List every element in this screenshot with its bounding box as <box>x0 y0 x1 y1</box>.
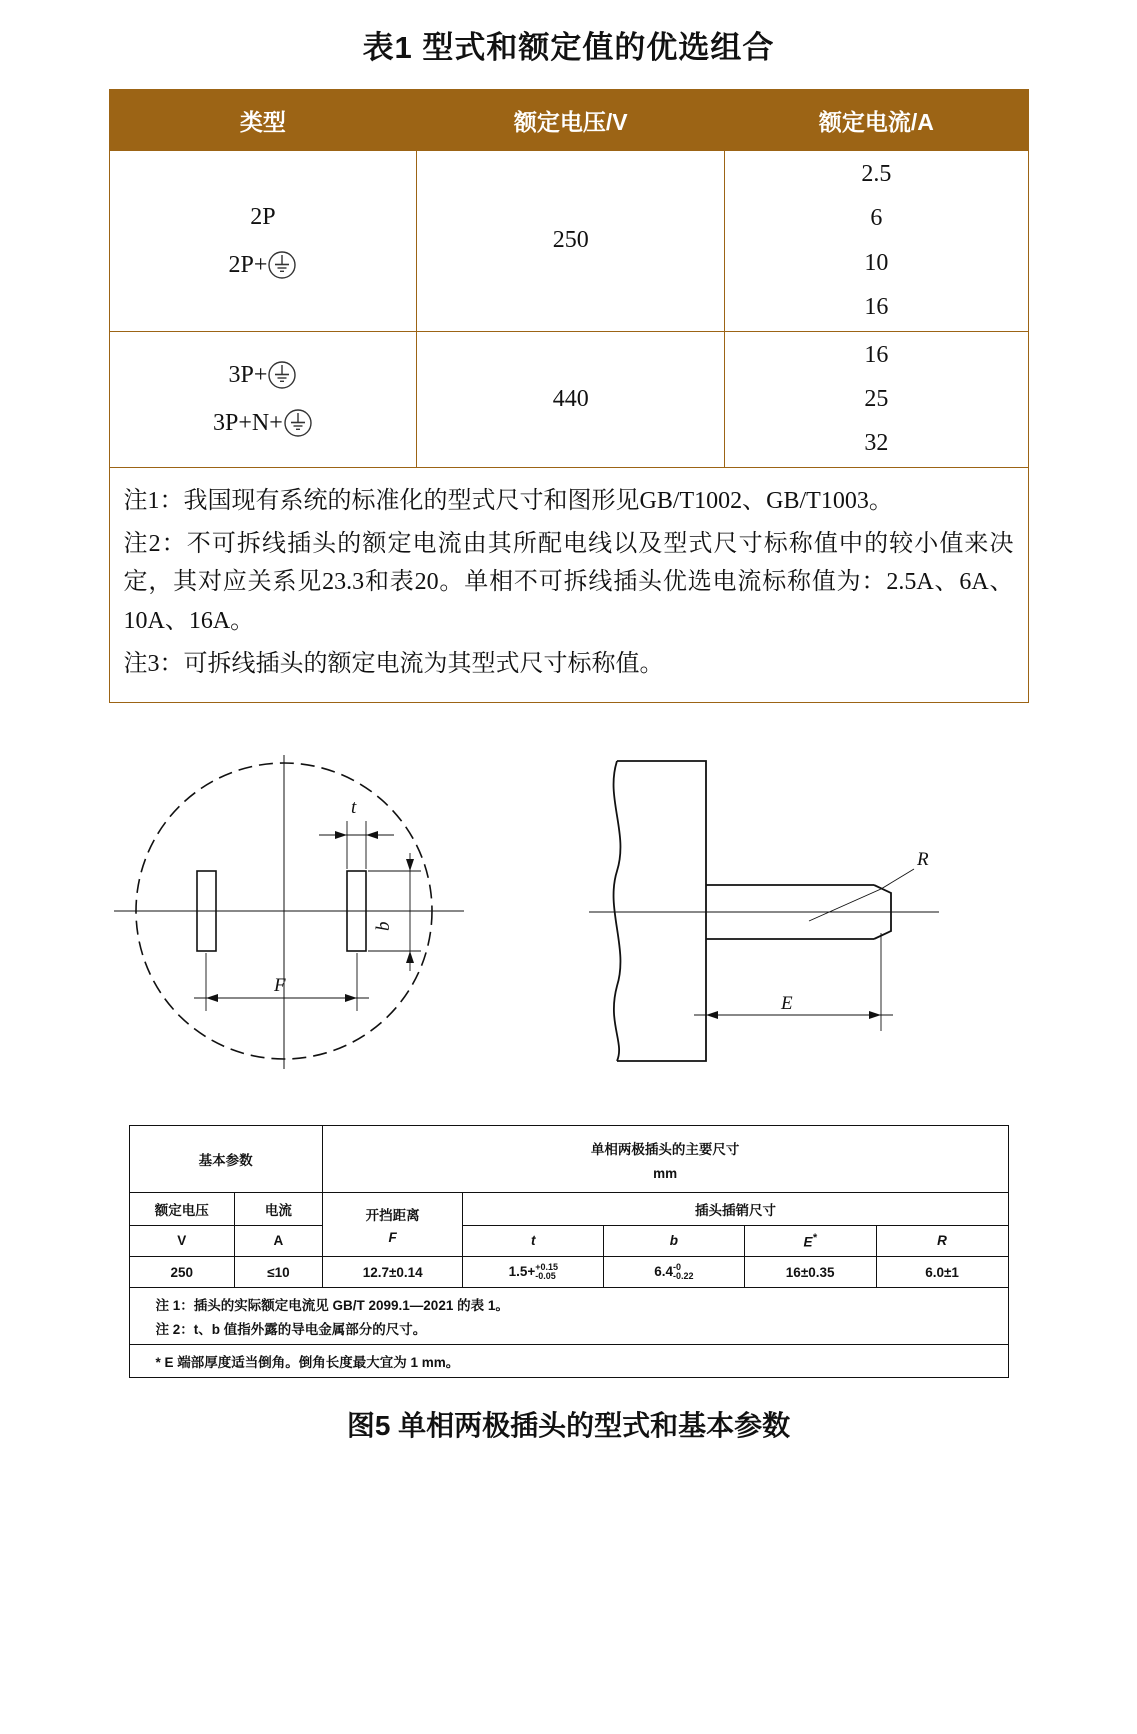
param-notes-row-1 <box>129 1288 1008 1317</box>
table1-header-row <box>109 90 1028 151</box>
current-value: 2.5 <box>861 161 892 187</box>
param-col-R: R <box>876 1226 1008 1257</box>
param-header-basic: 基本参数 <box>129 1126 322 1193</box>
param-value-b-tolerance: -0 -0.22 <box>673 1261 694 1282</box>
document-page <box>0 22 1137 1734</box>
note-2: 注2：不可拆线插头的额定电流由其所配电线以及型式尺寸标称值中的较小值来决定，其对应关系见23.3和表20。单相不可拆线插头优选电流标称值为：2.5A、6A、10A、16A。 <box>123 530 1014 635</box>
table1-notes <box>109 468 1029 703</box>
param-col-pin-group: 插头插销尺寸 <box>463 1193 1008 1226</box>
figure5-caption: 图5 单相两极插头的型式和基本参数 <box>346 1410 791 1442</box>
note-1: 注1：我国现有系统的标准化的型式尺寸和图形见GB/T1002、GB/T1003。 <box>123 487 893 514</box>
param-note-3: * E 端部厚度适当倒角。倒角长度最大宜为 1 mm。 <box>129 1345 1008 1378</box>
table-row <box>109 151 1028 332</box>
figure5-svg <box>69 743 1069 1103</box>
param-value-b: 6.4 -0 -0.22 <box>604 1256 745 1288</box>
param-value-voltage: 250 <box>129 1256 234 1288</box>
param-header-row-1 <box>129 1126 1008 1193</box>
table1-cell-type-1 <box>109 151 417 332</box>
param-header-row-3 <box>129 1226 1008 1257</box>
param-value-t: 1.5+ +0.15 -0.05 <box>463 1256 604 1288</box>
param-value-F: 12.7±0.14 <box>322 1256 463 1288</box>
param-col-gap-symbol: F <box>388 1229 397 1245</box>
table-row <box>109 331 1028 467</box>
param-notes-row-3 <box>129 1345 1008 1378</box>
table1-cell-voltage-1: 250 <box>417 151 725 332</box>
param-header-row-2 <box>129 1193 1008 1226</box>
type-label-earth: 3P+N+ <box>110 399 417 447</box>
label-F: F <box>273 975 286 997</box>
param-note-1: 注 1：插头的实际额定电流见 GB/T 2099.1—2021 的表 1。 <box>129 1288 1008 1317</box>
param-col-b: b <box>604 1226 745 1257</box>
table1-header-type: 类型 <box>109 90 417 151</box>
type-label: 2P <box>250 203 276 230</box>
figure5-drawings <box>69 743 1069 1103</box>
current-value: 25 <box>864 385 889 412</box>
table1-header-voltage: 额定电压/V <box>417 90 725 151</box>
table1-cell-voltage-2: 440 <box>417 331 725 467</box>
param-col-voltage-label: 额定电压 <box>129 1193 234 1226</box>
label-t: t <box>350 797 356 819</box>
note-3: 注3：可拆线插头的额定电流为其型式尺寸标称值。 <box>123 651 664 678</box>
param-table-container <box>129 1125 1009 1378</box>
table1 <box>109 89 1029 468</box>
param-col-gap-label: 开挡距离 <box>365 1207 420 1223</box>
type-label-earth: 2P+ <box>110 241 417 289</box>
earth-symbol-icon <box>267 250 297 280</box>
current-value: 6 <box>870 205 883 232</box>
param-header-main-dims-unit: mm <box>653 1165 678 1181</box>
param-value-R: 6.0±1 <box>876 1256 1008 1288</box>
param-header-main-dims-line1: 单相两极插头的主要尺寸 <box>590 1141 740 1157</box>
param-col-voltage-unit: V <box>129 1226 234 1257</box>
label-b: b <box>372 921 394 932</box>
param-values-row <box>129 1256 1008 1288</box>
param-note-2: 注 2：t、b 值指外露的导电金属部分的尺寸。 <box>129 1316 1008 1345</box>
param-value-current: ≤10 <box>234 1256 322 1288</box>
param-notes-row-2 <box>129 1316 1008 1345</box>
type-label-earth: 3P+ <box>110 351 417 399</box>
param-value-t-tolerance: +0.15 -0.05 <box>535 1261 559 1282</box>
current-value: 10 <box>864 249 889 276</box>
table1-container <box>109 89 1029 703</box>
param-col-current-unit: A <box>234 1226 322 1257</box>
current-value: 16 <box>864 341 889 368</box>
earth-symbol-icon <box>267 360 297 390</box>
earth-symbol-icon <box>283 408 313 438</box>
table1-title: 表1 型式和额定值的优选组合 <box>362 30 775 65</box>
param-col-current-label: 电流 <box>234 1193 322 1226</box>
label-R: R <box>916 849 929 871</box>
table1-cell-current-1 <box>725 151 1028 332</box>
param-table <box>129 1125 1009 1378</box>
param-col-E-star: * <box>812 1232 817 1245</box>
param-header-main-dims <box>322 1126 1008 1193</box>
param-col-E: E* <box>744 1226 876 1257</box>
param-col-gap <box>322 1193 463 1257</box>
current-value: 32 <box>864 430 889 457</box>
param-col-t: t <box>463 1226 604 1257</box>
table1-cell-current-2 <box>725 331 1028 467</box>
current-value: 16 <box>864 294 889 321</box>
label-E: E <box>780 993 793 1015</box>
table1-cell-type-2 <box>109 331 417 467</box>
table1-header-current: 额定电流/A <box>725 90 1028 151</box>
param-value-E: 16±0.35 <box>744 1256 876 1288</box>
